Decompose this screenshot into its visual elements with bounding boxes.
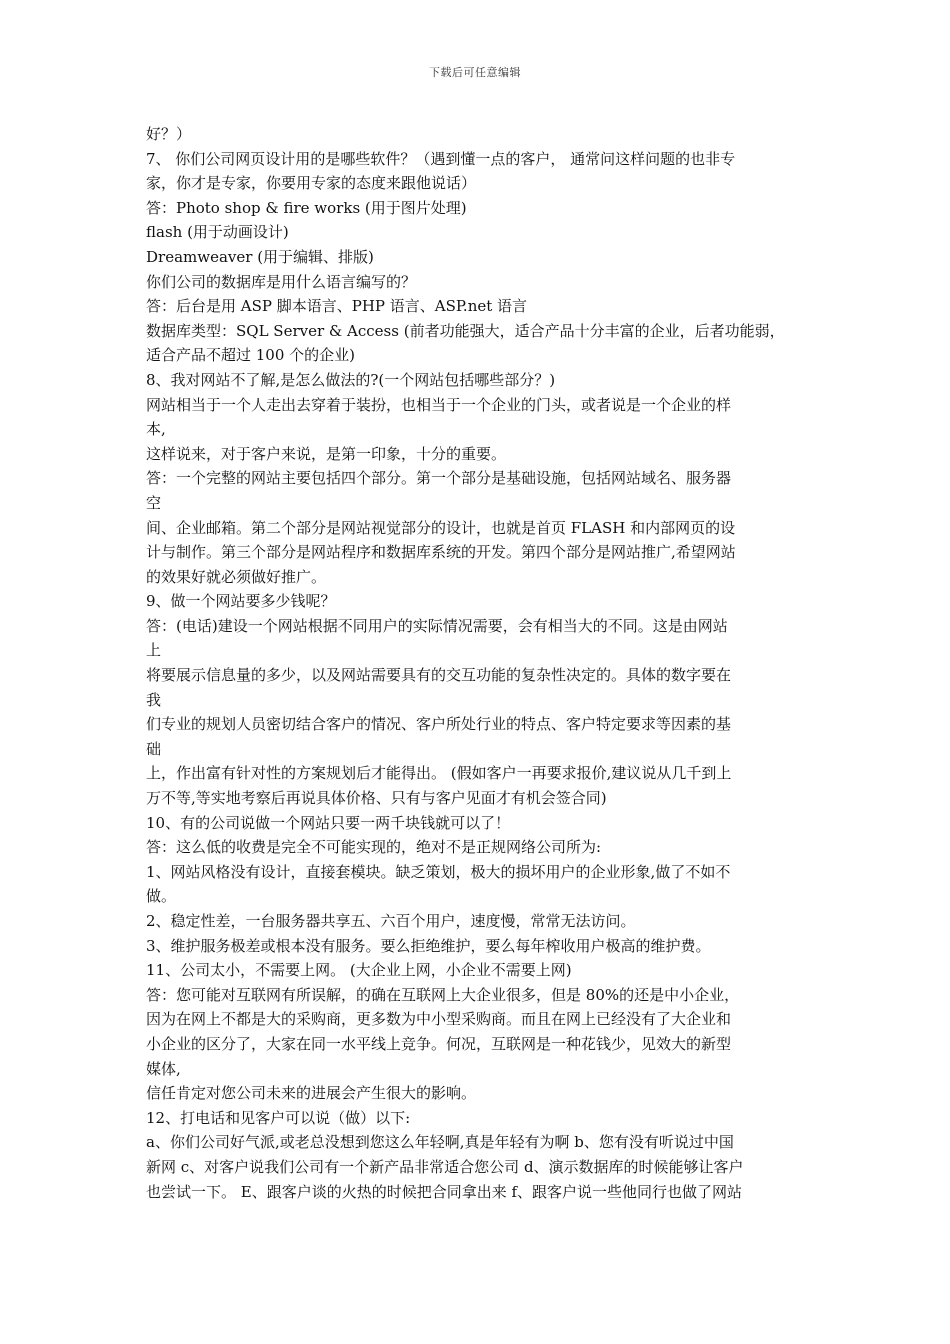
text-line: 们专业的规划人员密切结合客户的情况、客户所处行业的特点、客户特定要求等因素的基 [146,715,732,734]
text-line: 7、 你们公司网页设计用的是哪些软件？（遇到懂一点的客户， 通常问这样问题的也非专 [146,149,736,168]
text-line: 答：一个完整的网站主要包括四个部分。第一个部分是基础设施，包括网站域名、服务器 [146,469,732,488]
text-line: 你们公司的数据库是用什么语言编写的？ [146,272,417,291]
text-line: 小企业的区分了，大家在同一水平线上竞争。何况，互联网是一种花钱少，见效大的新型 [146,1034,732,1053]
text-line: 3、维护服务极差或根本没有服务。要么拒绝维护，要么每年榨收用户极高的维护费。 [146,936,711,955]
text-line: 万不等,等实地考察后再说具体价格、只有与客户见面才有机会签合同) [146,789,607,808]
text-line: 10、有的公司说做一个网站只要一两千块钱就可以了！ [146,813,511,832]
text-line: 家，你才是专家，你要用专家的态度来跟他说话） [146,174,477,193]
text-line: 做。 [146,887,177,906]
text-line: 信任肯定对您公司未来的进展会产生很大的影响。 [146,1084,477,1103]
text-line: 也尝试一下。 E、跟客户谈的火热的时候把合同拿出来 f、跟客户说一些他同行也做了网站 [146,1182,743,1201]
text-line: a、你们公司好气派,或老总没想到您这么年轻啊,真是年轻有为啊 b、您有没有听说过中国 [146,1133,734,1152]
text-line: 答：Photo shop & fire works (用于图片处理) [146,198,467,217]
text-line: 空 [146,493,162,512]
text-line: 本, [146,420,166,439]
text-line: 12、打电话和见客户可以说（做）以下: [146,1108,411,1127]
text-line: 础 [146,739,162,758]
text-line: 间、企业邮箱。第二个部分是网站视觉部分的设计，也就是首页 FLASH 和内部网页的设 [146,518,736,537]
text-line: 网站相当于一个人走出去穿着于装扮，也相当于一个企业的门头，或者说是一个企业的样 [146,395,732,414]
text-line: 上 [146,641,162,660]
text-line: 这样说来，对于客户来说，是第一印象，十分的重要。 [146,444,507,463]
text-line: 将要展示信息量的多少，以及网站需要具有的交互功能的复杂性决定的。具体的数字要在 [146,666,732,685]
text-line: 新网 c、对客户说我们公司有一个新产品非常适合您公司 d、演示数据库的时候能够让客户 [146,1157,744,1176]
text-line: 上，作出富有针对性的方案规划后才能得出。 (假如客户一再要求报价,建议说从几千到上 [146,764,732,783]
text-line: 1、网站风格没有设计，直接套模块。缺乏策划，极大的损坏用户的企业形象,做了不如不 [146,862,731,881]
text-line: 因为在网上不都是大的采购商，更多数为中小型采购商。而且在网上已经没有了大企业和 [146,1010,732,1029]
text-line: 答：后台是用 ASP 脚本语言、PHP 语言、ASP.net 语言 [146,297,528,316]
text-line: 好？） [146,125,192,143]
text-line: 答：这么低的收费是完全不可能实现的，绝对不是正规网络公司所为: [146,838,602,857]
text-line: 2、稳定性差，一台服务器共享五、六百个用户，速度慢，常常无法访问。 [146,912,636,930]
text-line: 适合产品不超过 100 个的企业) [146,346,356,365]
text-line: Dreamweaver (用于编辑、排版) [146,247,374,266]
text-line: 我 [146,690,162,709]
text-line: 数据库类型：SQL Server & Access (前者功能强大，适合产品十分丰富的企业，后者功能弱， [146,321,785,340]
text-line: 11、公司太小，不需要上网。 (大企业上网，小企业不需要上网) [146,961,572,980]
text-line: 8、我对网站不了解,是怎么做法的?(一个网站包括哪些部分？) [146,370,556,389]
page-header: 下载后可任意编辑 [429,66,521,79]
text-line: flash (用于动画设计) [146,223,289,242]
text-line: 计与制作。第三个部分是网站程序和数据库系统的开发。第四个部分是网站推广,希望网站 [146,543,736,562]
document-body [146,122,814,1204]
text-line: 答：您可能对互联网有所误解，的确在互联网上大企业很多，但是 80%的还是中小企业， [146,985,740,1004]
text-line: 9、做一个网站要多少钱呢？ [146,592,336,611]
text-line: 媒体, [146,1059,181,1078]
text-line: 答：(电话)建设一个网站根据不同用户的实际情况需要，会有相当大的不同。这是由网站 [146,616,728,635]
text-line: 的效果好就必须做好推广。 [146,567,327,586]
